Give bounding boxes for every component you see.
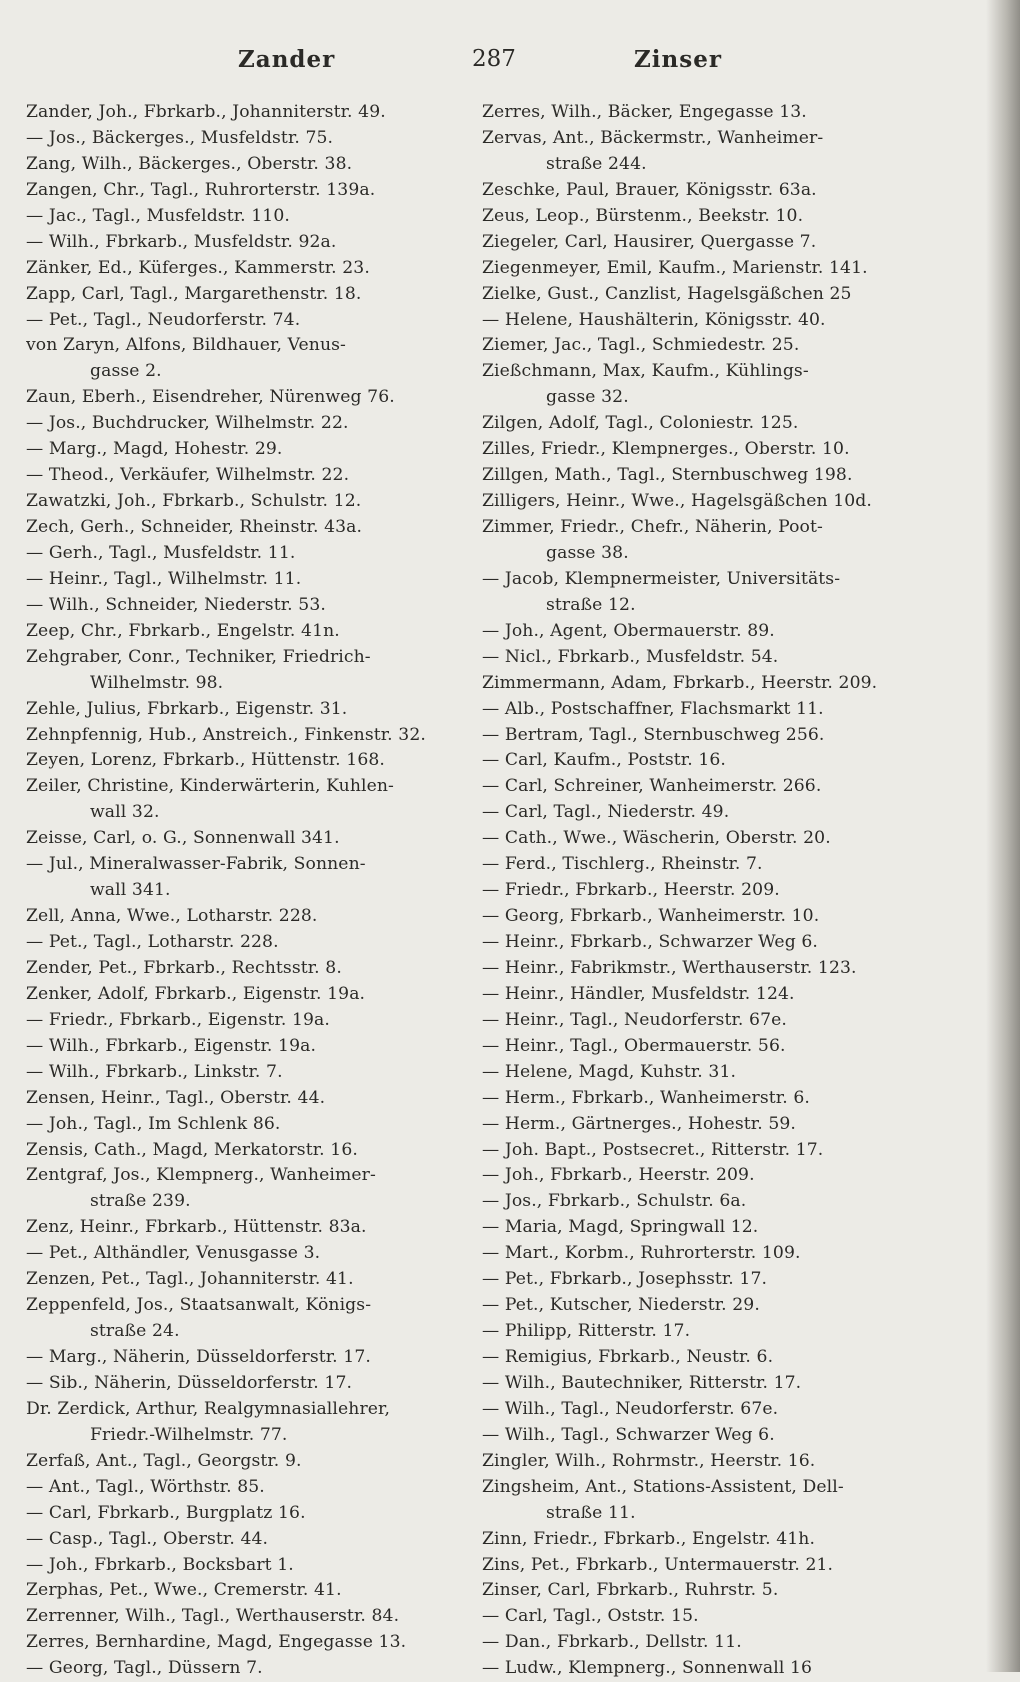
right-column-entry-line: — Alb., Postschaffner, Flachsmarkt 11. <box>482 698 824 719</box>
left-column-entry-line: — Marg., Näherin, Düsseldorferstr. 17. <box>26 1347 371 1367</box>
left-column-entry-line: — Joh., Tagl., Im Schlenk 86. <box>26 1113 281 1134</box>
left-column-entry-line: Zeyen, Lorenz, Fbrkarb., Hüttenstr. 168. <box>26 750 385 771</box>
right-column-entry-line: Zins, Pet., Fbrkarb., Untermauerstr. 21. <box>482 1554 834 1575</box>
header-left-keyword: Zander <box>238 46 336 73</box>
right-column-entry-line: — Pet., Fbrkarb., Josephsstr. 17. <box>482 1269 768 1290</box>
right-column-entry-line: Zilligers, Heinr., Wwe., Hagelsgäßchen 10d. <box>482 491 872 512</box>
left-column-entry-line: wall 32. <box>90 802 160 823</box>
right-column-entry-line: Zerres, Wilh., Bäcker, Engegasse 13. <box>482 102 807 122</box>
right-column-entry-line: — Carl, Schreiner, Wanheimerstr. 266. <box>482 776 822 797</box>
right-column-entry-line: Ziemer, Jac., Tagl., Schmiedestr. 25. <box>482 335 800 356</box>
right-column-entry-line: Zingsheim, Ant., Stations-Assistent, Dell- <box>482 1476 844 1497</box>
left-column-entry-line: Zaun, Eberh., Eisendreher, Nürenweg 76. <box>26 387 395 408</box>
left-column-entry-line: Zech, Gerh., Schneider, Rheinstr. 43a. <box>26 517 363 537</box>
left-column-entry-line: Zeep, Chr., Fbrkarb., Engelstr. 41n. <box>26 620 340 641</box>
right-column-entry-line: Ziegeler, Carl, Hausirer, Quergasse 7. <box>482 231 817 252</box>
right-column-entry-line: — Jacob, Klempnermeister, Universitäts- <box>482 568 841 589</box>
right-column-entry-line: Zimmermann, Adam, Fbrkarb., Heerstr. 209. <box>482 672 878 693</box>
right-column-entry-line: — Cath., Wwe., Wäscherin, Oberstr. 20. <box>482 828 831 849</box>
left-column-entry-line: — Pet., Tagl., Neudorferstr. 74. <box>26 309 301 330</box>
left-column-entry-line: — Friedr., Fbrkarb., Eigenstr. 19a. <box>26 1009 330 1030</box>
right-column-entry-line: — Herm., Fbrkarb., Wanheimerstr. 6. <box>482 1087 810 1108</box>
right-column-entry-line: gasse 38. <box>546 542 629 563</box>
left-column-entry-line: straße 24. <box>90 1321 180 1342</box>
right-column-entry-line: — Remigius, Fbrkarb., Neustr. 6. <box>482 1347 774 1367</box>
left-column-entry-line: Zander, Joh., Fbrkarb., Johanniterstr. 49. <box>26 102 386 122</box>
right-column-entry-line: — Carl, Kaufm., Poststr. 16. <box>482 750 726 771</box>
right-column-entry-line: — Jos., Fbrkarb., Schulstr. 6a. <box>482 1191 747 1212</box>
left-column-entry-line: — Wilh., Fbrkarb., Eigenstr. 19a. <box>26 1035 317 1056</box>
left-column-entry-line: — Jos., Buchdrucker, Wilhelmstr. 22. <box>26 413 349 434</box>
left-column-entry-line: Zeisse, Carl, o. G., Sonnenwall 341. <box>26 828 340 849</box>
page-number: 287 <box>472 46 516 72</box>
left-column-entry-line: Zangen, Chr., Tagl., Ruhrorterstr. 139a. <box>26 179 376 200</box>
left-column <box>26 100 456 1682</box>
left-column-entry-line: — Georg, Tagl., Düssern 7. <box>26 1658 263 1679</box>
right-column-entry-line: straße 12. <box>546 594 636 615</box>
right-column-entry-line: — Ludw., Klempnerg., Sonnenwall 16 <box>482 1658 813 1679</box>
left-column-entry-line: — Pet., Althändler, Venusgasse 3. <box>26 1243 321 1264</box>
left-column-entry-line: gasse 2. <box>90 361 162 382</box>
left-column-entry-line: — Ant., Tagl., Wörthstr. 85. <box>26 1476 265 1497</box>
left-column-entry-line: Zapp, Carl, Tagl., Margarethenstr. 18. <box>26 283 362 304</box>
left-column-entry-line: Zensen, Heinr., Tagl., Oberstr. 44. <box>26 1087 326 1108</box>
right-column <box>482 100 922 1682</box>
left-column-entry-line: — Wilh., Schneider, Niederstr. 53. <box>26 594 326 615</box>
left-column-entry-line: — Heinr., Tagl., Wilhelmstr. 11. <box>26 568 302 589</box>
right-column-entry-line: — Joh., Agent, Obermauerstr. 89. <box>482 620 775 641</box>
left-column-entry-line: — Theod., Verkäufer, Wilhelmstr. 22. <box>26 465 350 486</box>
left-column-entry-line: Zerrenner, Wilh., Tagl., Werthauserstr. 84. <box>26 1606 400 1627</box>
right-column-entry-line: — Georg, Fbrkarb., Wanheimerstr. 10. <box>482 906 820 927</box>
right-column-entry-line: Zilles, Friedr., Klempnerges., Oberstr. 10. <box>482 439 850 460</box>
right-column-entry-line: straße 244. <box>546 153 647 174</box>
left-column-entry-line: — Casp., Tagl., Oberstr. 44. <box>26 1528 269 1549</box>
right-column-entry-line: Zilgen, Adolf, Tagl., Coloniestr. 125. <box>482 413 799 434</box>
left-column-entry-line: Zenz, Heinr., Fbrkarb., Hüttenstr. 83a. <box>26 1217 367 1238</box>
right-column-entry-line: — Ferd., Tischlerg., Rheinstr. 7. <box>482 854 763 875</box>
left-column-entry-line: straße 239. <box>90 1191 191 1212</box>
left-column-entry-line: Zerphas, Pet., Wwe., Cremerstr. 41. <box>26 1580 342 1601</box>
right-column-entry-line: — Dan., Fbrkarb., Dellstr. 11. <box>482 1632 742 1653</box>
right-column-entry-line: — Herm., Gärtnerges., Hohestr. 59. <box>482 1113 796 1134</box>
left-column-entry-line: Zehle, Julius, Fbrkarb., Eigenstr. 31. <box>26 698 348 719</box>
left-column-entry-line: Zawatzki, Joh., Fbrkarb., Schulstr. 12. <box>26 491 362 512</box>
right-column-entry-line: — Heinr., Tagl., Obermauerstr. 56. <box>482 1035 786 1056</box>
left-column-entry-line: Zänker, Ed., Küferges., Kammerstr. 23. <box>26 257 370 278</box>
right-column-entry-line: Zervas, Ant., Bäckermstr., Wanheimer- <box>482 127 824 148</box>
right-column-entry-line: — Bertram, Tagl., Sternbuschweg 256. <box>482 724 825 745</box>
right-column-entry-line: — Nicl., Fbrkarb., Musfeldstr. 54. <box>482 646 779 667</box>
left-column-entry-line: Zerfaß, Ant., Tagl., Georgstr. 9. <box>26 1450 302 1471</box>
right-column-entry-line: — Helene, Magd, Kuhstr. 31. <box>482 1061 737 1082</box>
left-column-entry-line: Zeppenfeld, Jos., Staatsanwalt, Königs- <box>26 1295 372 1316</box>
right-column-entry-line: Zießchmann, Max, Kaufm., Kühlings- <box>482 361 809 382</box>
right-column-entry-line: — Wilh., Tagl., Schwarzer Weg 6. <box>482 1424 775 1445</box>
right-column-entry-line: — Heinr., Händler, Musfeldstr. 124. <box>482 983 795 1004</box>
right-column-entry-line: — Carl, Tagl., Niederstr. 49. <box>482 802 730 823</box>
right-column-entry-line: — Joh. Bapt., Postsecret., Ritterstr. 17. <box>482 1139 824 1160</box>
left-column-entry-line: — Gerh., Tagl., Musfeldstr. 11. <box>26 542 296 563</box>
left-column-entry-line: Zehnpfennig, Hub., Anstreich., Finkenstr. 32. <box>26 724 426 745</box>
left-column-entry-line: — Jac., Tagl., Musfeldstr. 110. <box>26 205 290 226</box>
left-column-entry-line: Zentgraf, Jos., Klempnerg., Wanheimer- <box>26 1165 376 1186</box>
right-column-entry-line: Zinn, Friedr., Fbrkarb., Engelstr. 41h. <box>482 1528 816 1549</box>
left-column-entry-line: Zeiler, Christine, Kinderwärterin, Kuhlen- <box>26 776 394 797</box>
left-column-entry-line: — Sib., Näherin, Düsseldorferstr. 17. <box>26 1372 353 1393</box>
right-column-entry-line: — Philipp, Ritterstr. 17. <box>482 1321 691 1342</box>
right-column-entry-line: straße 11. <box>546 1502 636 1523</box>
right-column-entry-line: — Wilh., Bautechniker, Ritterstr. 17. <box>482 1372 802 1393</box>
right-column-entry-line: Zeschke, Paul, Brauer, Königsstr. 63a. <box>482 179 817 200</box>
right-column-entry-line: Zinser, Carl, Fbrkarb., Ruhrstr. 5. <box>482 1580 779 1601</box>
right-column-entry-line: — Heinr., Fbrkarb., Schwarzer Weg 6. <box>482 932 818 952</box>
header-right-keyword: Zinser <box>634 46 722 73</box>
left-column-entry-line: Dr. Zerdick, Arthur, Realgymnasiallehrer, <box>26 1398 391 1419</box>
left-column-entry-line: Zang, Wilh., Bäckerges., Oberstr. 38. <box>26 153 353 174</box>
left-column-entry-line: — Jul., Mineralwasser-Fabrik, Sonnen- <box>26 854 366 875</box>
left-column-entry-line: Zenker, Adolf, Fbrkarb., Eigenstr. 19a. <box>26 983 366 1004</box>
left-column-entry-line: Zensis, Cath., Magd, Merkatorstr. 16. <box>26 1139 358 1160</box>
right-column-entry-line: — Maria, Magd, Springwall 12. <box>482 1217 759 1238</box>
left-column-entry-line: — Pet., Tagl., Lotharstr. 228. <box>26 932 279 952</box>
left-column-entry-line: Zenzen, Pet., Tagl., Johanniterstr. 41. <box>26 1269 354 1290</box>
left-column-entry-line: — Carl, Fbrkarb., Burgplatz 16. <box>26 1502 306 1523</box>
left-column-entry-line: — Marg., Magd, Hohestr. 29. <box>26 439 283 460</box>
right-column-entry-line: Zeus, Leop., Bürstenm., Beekstr. 10. <box>482 205 804 226</box>
right-column-entry-line: — Helene, Haushälterin, Königsstr. 40. <box>482 309 826 330</box>
page-header <box>28 46 948 80</box>
right-column-entry-line: Zielke, Gust., Canzlist, Hagelsgäßchen 25 <box>482 283 852 304</box>
right-column-entry-line: — Heinr., Fabrikmstr., Werthauserstr. 123. <box>482 957 857 978</box>
right-column-entry-line: — Friedr., Fbrkarb., Heerstr. 209. <box>482 880 780 901</box>
right-column-entry-line: — Pet., Kutscher, Niederstr. 29. <box>482 1295 760 1316</box>
page-edge-shadow <box>986 0 1020 1672</box>
left-column-entry-line: — Wilh., Fbrkarb., Linkstr. 7. <box>26 1061 283 1082</box>
left-column-entry-line: Zender, Pet., Fbrkarb., Rechtsstr. 8. <box>26 957 342 978</box>
left-column-entry-line: Zerres, Bernhardine, Magd, Engegasse 13. <box>26 1632 407 1653</box>
right-column-entry-line: — Heinr., Tagl., Neudorferstr. 67e. <box>482 1009 787 1030</box>
left-column-entry-line: — Jos., Bäckerges., Musfeldstr. 75. <box>26 127 334 148</box>
right-column-entry-line: Zillgen, Math., Tagl., Sternbuschweg 198. <box>482 465 853 486</box>
right-column-entry-line: Ziegenmeyer, Emil, Kaufm., Marienstr. 141. <box>482 257 868 278</box>
left-column-entry-line: — Joh., Fbrkarb., Bocksbart 1. <box>26 1554 294 1575</box>
right-column-entry-line: Zimmer, Friedr., Chefr., Näherin, Poot- <box>482 517 823 537</box>
left-column-entry-line: wall 341. <box>90 880 171 901</box>
left-column-entry-line: — Wilh., Fbrkarb., Musfeldstr. 92a. <box>26 231 337 252</box>
left-column-entry-line: Zehgraber, Conr., Techniker, Friedrich- <box>26 646 371 667</box>
right-column-entry-line: — Joh., Fbrkarb., Heerstr. 209. <box>482 1165 755 1186</box>
right-column-entry-line: Zingler, Wilh., Rohrmstr., Heerstr. 16. <box>482 1450 816 1471</box>
right-column-entry-line: — Carl, Tagl., Oststr. 15. <box>482 1606 699 1627</box>
right-column-entry-line: gasse 32. <box>546 387 629 408</box>
right-column-entry-line: — Mart., Korbm., Ruhrorterstr. 109. <box>482 1243 801 1264</box>
left-column-entry-line: Friedr.-Wilhelmstr. 77. <box>90 1424 288 1445</box>
left-column-entry-line: Zell, Anna, Wwe., Lotharstr. 228. <box>26 906 318 927</box>
left-column-entry-line: Wilhelmstr. 98. <box>90 672 224 693</box>
right-column-entry-line: — Wilh., Tagl., Neudorferstr. 67e. <box>482 1398 779 1419</box>
left-column-entry-line: von Zaryn, Alfons, Bildhauer, Venus- <box>26 335 346 356</box>
